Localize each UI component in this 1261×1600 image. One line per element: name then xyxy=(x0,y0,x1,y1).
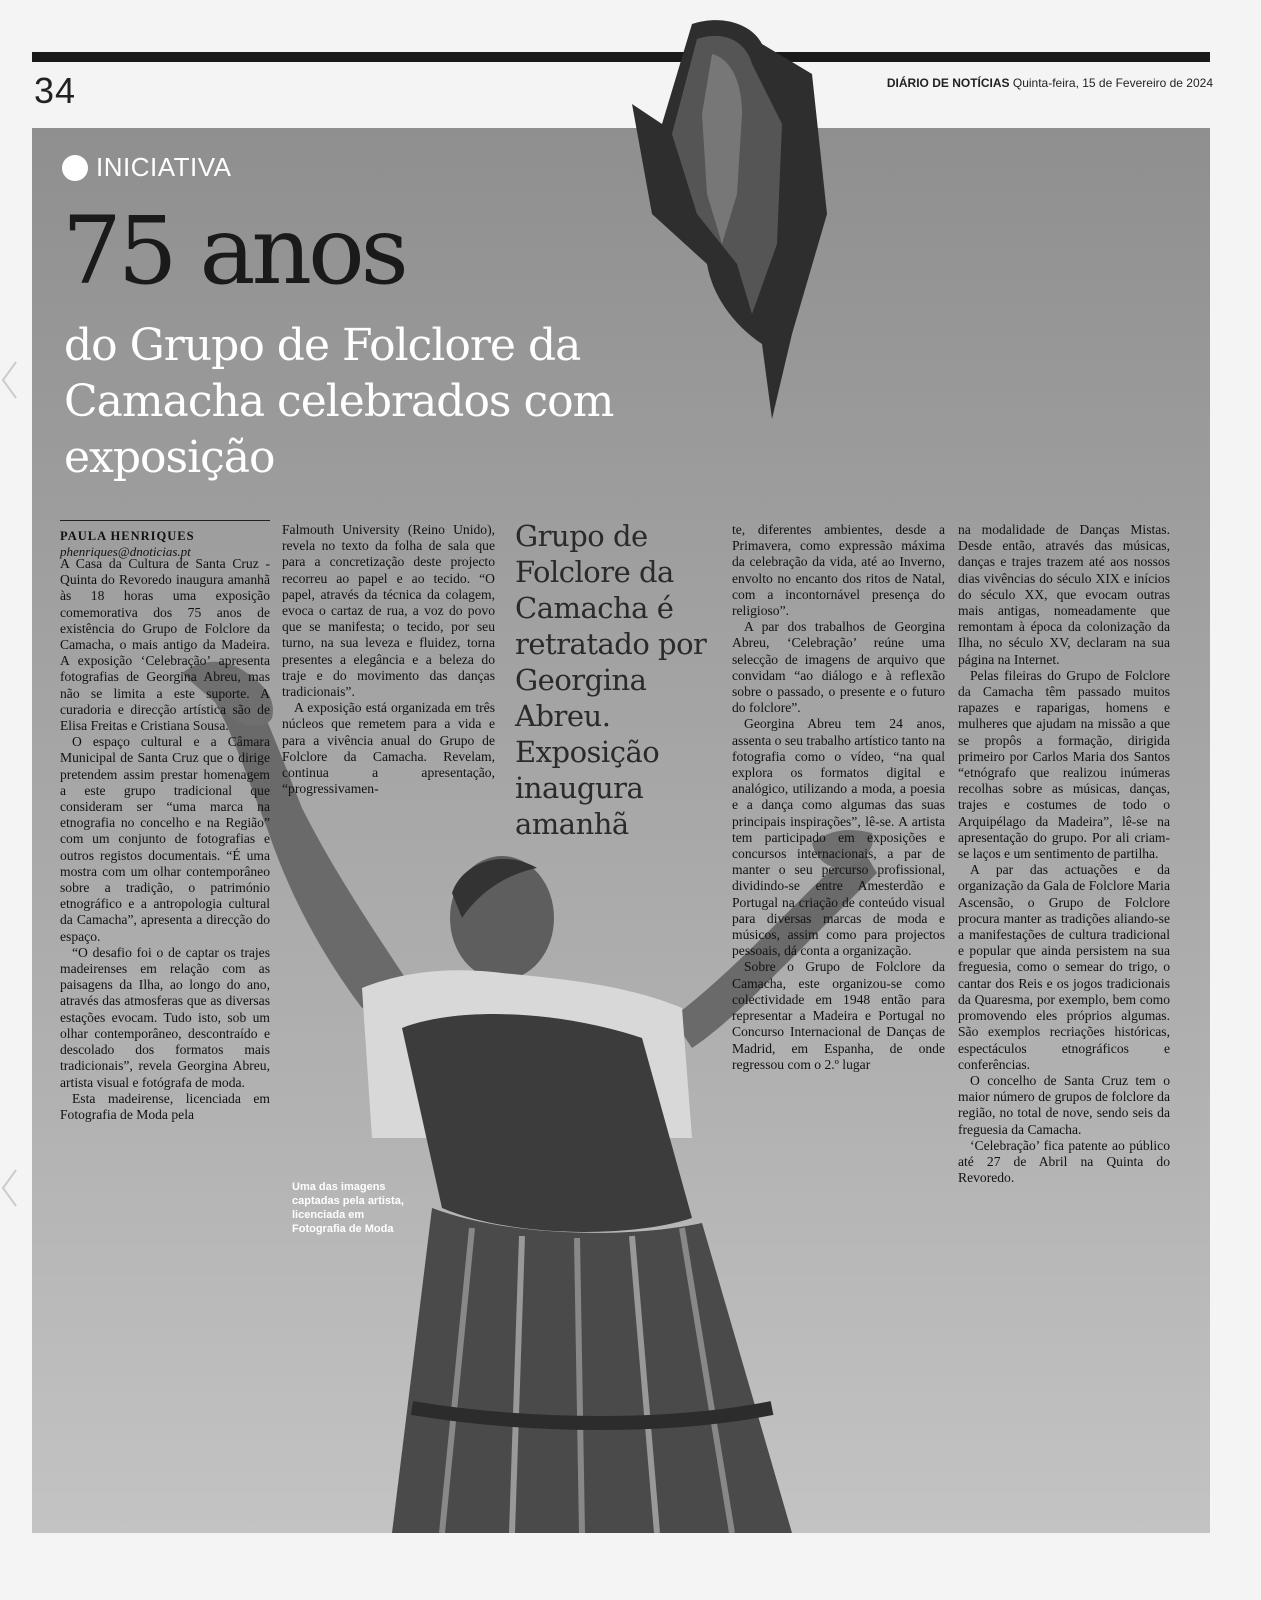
pull-quote: Grupo de Folclore da Camacha é retratado por Georgina Abreu. Exposição inaugura amanhã xyxy=(515,519,707,841)
paragraph: te, diferentes ambientes, desde a Primavera, como expressão máxima da celebração da vida, até ao Inverno, envolto no encanto dos ritos de Natal, com a incontornável presença do religioso”. xyxy=(732,522,945,619)
masthead-line xyxy=(887,76,1213,90)
byline-email: phenriques@dnoticias.pt xyxy=(60,544,191,559)
paragraph: Pelas fileiras do Grupo de Folclore da Camacha têm passado muitos rapazes e raparigas, homens e mulheres que ajudam na missão a que se propôs a formação, dirigida primeiro por Carlos Maria dos Santos “etnógrafo que realizou inúmeras recolhas sobre as músicas, danças, trajes e costumes de todo o Arquipélago da Madeira”, lê-se na apresentação do grupo. Por ali criam-se laços e um sentimento de partilha. xyxy=(958,667,1170,862)
chevron-left-icon[interactable] xyxy=(0,1168,18,1208)
paragraph: ‘Celebração’ fica patente ao público até 27 de Abril na Quinta do Revoredo. xyxy=(958,1137,1170,1186)
issue-date: Quinta-feira, 15 de Fevereiro de 2024 xyxy=(1012,76,1213,90)
paragraph: O espaço cultural e a Câmara Municipal de Santa Cruz que o dirige pretendem assim prestar homenagem a este grupo tradicional que consideram ser “uma marca na etnografia no concelho e na Região” com um conjunto de fotografias e outros registos documentais. “É uma mostra com um olhar contemporâneo sobre a tradição, o património etnográfico e a antropologia cultural da Camacha”, apresenta a direcção do espaço. xyxy=(60,734,270,944)
byline xyxy=(60,520,270,560)
page-number: 34 xyxy=(34,70,77,111)
paragraph: Georgina Abreu tem 24 anos, assenta o seu trabalho artístico tanto na fotografia como o vídeo, “na qual explora os formatos digital e analógico, utilizando a moda, a poesia e a dança como algumas das suas principais inspirações”, lê-se. A artista tem participado em exposições e concursos internacionais, a par de manter o seu percurso profissional, dividindo-se entre Amesterdão e Portugal na criação de conteúdo visual para diversas marcas de moda e músicos, assim como para projectos pessoais, dá conta a organização. xyxy=(732,716,945,959)
paragraph: A Casa da Cultura de Santa Cruz - Quinta do Revoredo inaugura amanhã às 18 horas uma exposição comemorativa dos 75 anos de existência do Grupo de Folclore da Camacha, o mais antigo da Madeira. A exposição ‘Celebração’ apresenta fotografias de Georgina Abreu, mas não se limita a este suporte. A curadoria e direcção artística são de Elisa Freitas e Cristiana Sousa. xyxy=(60,556,270,734)
headline-big: 75 anos xyxy=(62,197,405,306)
section-dot-icon xyxy=(62,155,88,181)
paragraph: A exposição está organizada em três núcleos que remetem para a vida e para a vivência anual do Grupo de Folclore da Camacha. Revelam, continua a apresentação, “progressivamen- xyxy=(282,700,495,797)
publication-name: DIÁRIO DE NOTÍCIAS xyxy=(886,76,1010,90)
paragraph: A par dos trabalhos de Georgina Abreu, ‘Celebração’ reúne uma selecção de imagens de arquivo que convidam “ao diálogo e à reflexão sobre o passado, o presente e o futuro do folclore”. xyxy=(732,619,945,716)
paragraph: Falmouth University (Reino Unido), revela no texto da folha de sala que para a concretização deste projecto recorreu ao papel e ao tecido. “O papel, através da técnica da colagem, evoca o cartaz de rua, a voz do povo que se manifesta; o tecido, por seu turno, na sua leveza e fluidez, torna presentes a elegância e a beleza do traje e do movimento das danças tradicionais”. xyxy=(282,522,495,700)
paragraph: O concelho de Santa Cruz tem o maior número de grupos de folclore da região, no total de nove, sendo seis da freguesia da Camacha. xyxy=(958,1072,1170,1137)
fabric-sculpture-image xyxy=(612,14,852,424)
paragraph: A par das actuações e da organização da Gala de Folclore Maria Ascensão, o Grupo de Folclore procura manter as tradições aliando-se a manifestações de cultura tradicional e popular que ainda persistem na sua freguesia, como o semear do trigo, o cantar dos Reis e os jogos tradicionais da Quaresma, por exemplo, bem como promovendo eles próprios algumas. São exemplos recriações históricas, espectáculos etnográficos e conferências. xyxy=(958,862,1170,1072)
paragraph: na modalidade de Danças Mistas. Desde então, através das músicas, danças e trajes trazem até aos nossos dias vivências do século XIX e inícios do século XX, que evocam outras mais antigas, nomeadamente que remontam à época da colonização da Ilha, no século XV, declaram na sua página na Internet. xyxy=(958,522,1170,667)
article-column-5 xyxy=(958,522,1170,1186)
section-tag xyxy=(62,152,232,183)
paragraph: Esta madeirense, licenciada em Fotografia de Moda pela xyxy=(60,1090,270,1122)
headline-sub: do Grupo de Folclore da Camacha celebrados com exposição xyxy=(64,320,614,483)
photo-caption: Uma das imagens captadas pela artista, licenciada em Fotografia de Moda xyxy=(292,1181,404,1235)
byline-name: PAULA HENRIQUES xyxy=(60,529,195,543)
chevron-left-icon[interactable] xyxy=(0,360,18,400)
article-column-1 xyxy=(60,556,270,1123)
article-column-4 xyxy=(732,522,945,1073)
article-column-2 xyxy=(282,522,495,797)
paragraph: “O desafio foi o de captar os trajes madeirenses em relação com as paisagens da Ilha, ao longo do ano, através das atmosferas que as diversas estações evocam. Tudo isto, sob um olhar contemporâneo, descontraído e descolado dos formatos mais tradicionais”, revela Georgina Abreu, artista visual e fotógrafa de moda. xyxy=(60,944,270,1090)
section-label: INICIATIVA xyxy=(96,152,232,182)
paragraph: Sobre o Grupo de Folclore da Camacha, este organizou-se como colectividade em 1948 então para representar a Madeira e Portugal no Concurso Internacional de Danças de Madrid, em Espanha, de onde regressou com o 2.º lugar xyxy=(732,959,945,1072)
